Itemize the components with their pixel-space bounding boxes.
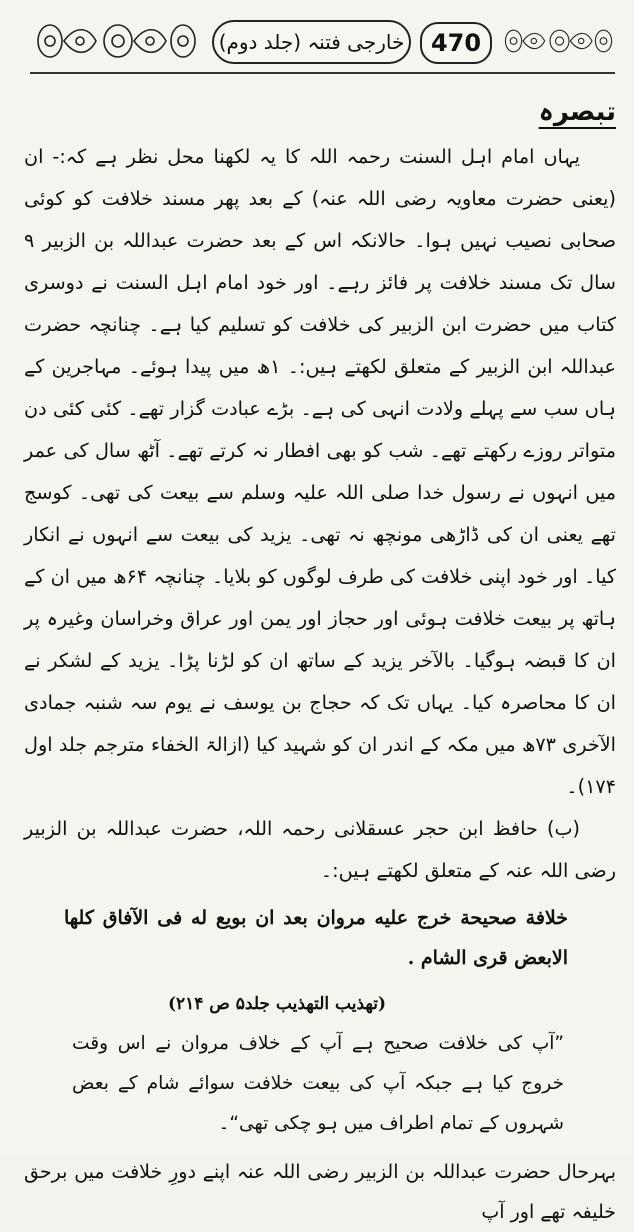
page-number: 470 xyxy=(420,22,492,64)
page-header xyxy=(30,6,615,78)
urdu-translation-quote: ”آپ کی خلافت صحیح ہے آپ کے خلاف مروان نے اس وقت خروج کیا ہے جبکہ آپ کی بیعت خلافت سوائے شام کے بعض شہروں کے تمام اطراف میں ہو چکی تھی“۔ xyxy=(72,1033,564,1134)
closing-line: بہرحال حضرت عبداللہ بن الزبیر رضی اللہ عنہ اپنے دورِ خلافت میں برحق خلیفہ تھے اور آپ xyxy=(24,1161,616,1223)
paragraph-main: یہاں امام اہل السنت رحمہ اللہ کا یہ لکھنا محل نظر ہے کہ:- ان (یعنی حضرت معاویہ رضی اللہ عنہ) کے بعد پھر مسند خلافت کو کوئی صحابی نصیب نہیں ہوا۔ حالانکہ اس کے بعد حضرت عبداللہ بن الزبیر ۹ سال تک مسند خلافت پر فائز رہے۔ اور خود امام اہل السنت نے دوسری کتاب میں حضرت ابن الزبیر کی خلافت کو تسلیم کیا ہے۔ چنانچہ حضرت عبداللہ ابن الزبیر کے متعلق لکھتے ہیں:۔ ۱ھ میں پیدا ہوئے۔ مہاجرین کے ہاں سب سے پہلے ولادت انہی کی ہے۔ بڑے عبادت گزار تھے۔ کئی کئی دن متواتر روزے رکھتے تھے۔ شب کو بھی افطار نہ کرتے تھے۔ آٹھ سال کی عمر میں انہوں نے رسول خدا صلی اللہ علیہ وسلم سے بیعت کی تھی۔ کوسج تھے یعنی ان کی ڈاڑھی مونچھ نہ تھی۔ یزید کی بیعت سے انہوں نے انکار کیا۔ اور خود اپنی خلافت کی طرف لوگوں کو بلایا۔ چنانچہ ۶۴ھ میں ان کے ہاتھ پر بیعت خلافت ہوئی اور حجاز اور یمن اور عراق وخراسان وغیرہ پر ان کا قبضہ ہوگیا۔ بالآخر یزید کے ساتھ ان کو لڑنا پڑا۔ یزید کے لشکر نے ان کا محاصرہ کیا۔ یہاں تک کہ حجاج بن یوسف نے یوم سہ شنبہ جمادی الآخری ۷۳ھ میں مکہ کے اندر ان کو شہید کیا (ازالۃ الخفاء مترجم جلد اول ۱۷۴)۔ xyxy=(24,145,617,798)
paragraph-hafiz: (ب) حافظ ابن حجر عسقلانی رحمہ اللہ، حضرت عبداللہ بن الزبیر رضی اللہ عنہ کے متعلق لکھتے ہیں:۔ xyxy=(24,817,616,882)
left-floral-ornament xyxy=(30,18,200,64)
header-rule xyxy=(30,72,615,74)
section-heading: تبصرہ xyxy=(538,97,616,127)
reference-citation: (تهذيب التهذيب جلد۵ ص ۲۱۴) xyxy=(167,994,386,1014)
arabic-quotation: خلافة صحيحة خرج عليه مروان بعد ان بويع له فى الآفاق كلها الابعض قرى الشام . xyxy=(64,907,568,969)
page-content xyxy=(24,92,616,1232)
right-floral-ornament xyxy=(500,18,615,64)
running-title: خارجی فتنہ (جلد دوم) xyxy=(212,20,411,64)
